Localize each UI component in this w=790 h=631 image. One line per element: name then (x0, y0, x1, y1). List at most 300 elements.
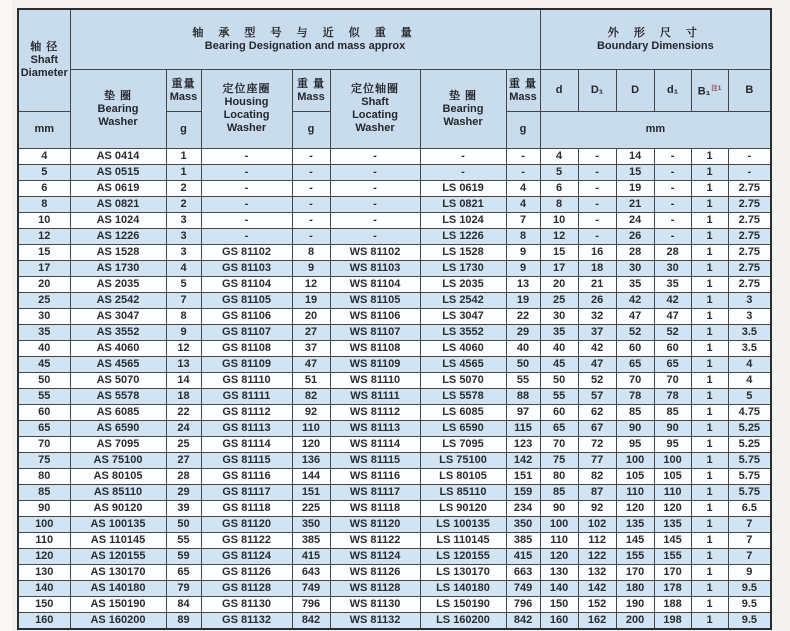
table-row (18, 340, 771, 356)
cell-shaft-mm: 8 (18, 196, 70, 212)
cell-dim-B1: 1 (691, 436, 728, 452)
cell-bearing-washer-as: AS 85110 (70, 484, 166, 500)
cell-dim-D: 24 (616, 212, 654, 228)
cell-dim-D1: - (578, 228, 616, 244)
dim-d1-label: d₁ (666, 83, 679, 96)
cell-mass-gs: 82 (292, 388, 330, 404)
cell-shaft-locating-washer-ws: WS 81113 (330, 420, 420, 436)
cell-bearing-washer-as: AS 90120 (70, 500, 166, 516)
cell-bearing-washer-as: AS 4565 (70, 356, 166, 372)
cell-dim-d: 12 (540, 228, 578, 244)
cell-dim-d: 30 (540, 308, 578, 324)
cell-shaft-mm: 50 (18, 372, 70, 388)
cell-dim-d: 140 (540, 580, 578, 596)
cell-dim-D: 47 (616, 308, 654, 324)
cell-shaft-mm: 20 (18, 276, 70, 292)
cell-bearing-washer-ls: LS 0821 (420, 196, 506, 212)
cell-dim-d1: 28 (654, 244, 691, 260)
cell-housing-locating-washer-gs: - (201, 164, 292, 180)
cell-dim-d: 50 (540, 372, 578, 388)
cell-shaft-mm: 4 (18, 148, 70, 164)
table-row (18, 180, 771, 196)
shaft-diameter-en-line2: Diameter (20, 67, 68, 80)
cell-shaft-mm: 10 (18, 212, 70, 228)
header-housing-locating-washer (201, 69, 292, 148)
cell-mass-as: 89 (166, 612, 201, 629)
cell-shaft-locating-washer-ws: WS 81118 (330, 500, 420, 516)
cell-dim-B: 9.5 (728, 612, 771, 629)
cell-shaft-locating-washer-ws: WS 81128 (330, 580, 420, 596)
cell-shaft-mm: 70 (18, 436, 70, 452)
shaft-diameter-cn: 轴 径 (30, 41, 59, 54)
cell-dim-D: 200 (616, 612, 654, 629)
bearing-washer-ls-en-line2: Washer (443, 115, 483, 128)
cell-dim-B1: 1 (691, 404, 728, 420)
cell-dim-B1: 1 (691, 356, 728, 372)
cell-mass-gs: 9 (292, 260, 330, 276)
cell-shaft-locating-washer-ws: WS 81120 (330, 516, 420, 532)
cell-dim-d: 100 (540, 516, 578, 532)
cell-dim-B: 3.5 (728, 324, 771, 340)
cell-mass-ls: 842 (506, 612, 540, 629)
boundary-dimensions-en: Boundary Dimensions (596, 39, 714, 52)
table-row (18, 452, 771, 468)
cell-mass-ls: 151 (506, 468, 540, 484)
cell-housing-locating-washer-gs: GS 81105 (201, 292, 292, 308)
cell-dim-B: 2.75 (728, 212, 771, 228)
cell-mass-as: 4 (166, 260, 201, 276)
cell-bearing-washer-ls: LS 2542 (420, 292, 506, 308)
cell-dim-d1: 85 (654, 404, 691, 420)
cell-bearing-washer-as: AS 0821 (70, 196, 166, 212)
cell-shaft-locating-washer-ws: WS 81130 (330, 596, 420, 612)
cell-bearing-washer-ls: LS 5578 (420, 388, 506, 404)
header-mass-gs-unit (292, 111, 330, 148)
cell-dim-d1: 65 (654, 356, 691, 372)
header-mass-gs (292, 69, 330, 111)
cell-bearing-washer-as: AS 6590 (70, 420, 166, 436)
cell-dim-D: 170 (616, 564, 654, 580)
cell-mass-as: 7 (166, 292, 201, 308)
cell-dim-d1: - (654, 196, 691, 212)
cell-dim-d1: 145 (654, 532, 691, 548)
cell-shaft-mm: 85 (18, 484, 70, 500)
dim-d-label: d (555, 83, 563, 96)
cell-shaft-locating-washer-ws: - (330, 228, 420, 244)
cell-housing-locating-washer-gs: GS 81103 (201, 260, 292, 276)
cell-shaft-locating-washer-ws: WS 81126 (330, 564, 420, 580)
mass-as-en: Mass (169, 90, 198, 103)
cell-dim-D: 190 (616, 596, 654, 612)
cell-housing-locating-washer-gs: GS 81116 (201, 468, 292, 484)
table-row (18, 292, 771, 308)
cell-dim-D: 15 (616, 164, 654, 180)
cell-bearing-washer-ls: LS 80105 (420, 468, 506, 484)
header-mass-ls (506, 69, 540, 111)
cell-shaft-locating-washer-ws: WS 81106 (330, 308, 420, 324)
cell-dim-B1: 1 (691, 548, 728, 564)
cell-bearing-washer-as: AS 5578 (70, 388, 166, 404)
cell-mass-as: 65 (166, 564, 201, 580)
cell-shaft-mm: 130 (18, 564, 70, 580)
cell-bearing-washer-ls: LS 7095 (420, 436, 506, 452)
dim-B-label: B (745, 83, 754, 96)
cell-housing-locating-washer-gs: GS 81109 (201, 356, 292, 372)
cell-dim-d: 90 (540, 500, 578, 516)
cell-dim-B: - (728, 148, 771, 164)
cell-bearing-washer-ls: LS 160200 (420, 612, 506, 629)
cell-mass-ls: - (506, 164, 540, 180)
cell-dim-D: 95 (616, 436, 654, 452)
cell-dim-B1: 1 (691, 596, 728, 612)
cell-shaft-locating-washer-ws: WS 81112 (330, 404, 420, 420)
cell-dim-D1: 162 (578, 612, 616, 629)
bearing-washer-as-en-line1: Bearing (97, 102, 139, 115)
table-row (18, 164, 771, 180)
cell-shaft-locating-washer-ws: WS 81117 (330, 484, 420, 500)
table-row (18, 196, 771, 212)
cell-shaft-mm: 55 (18, 388, 70, 404)
cell-mass-ls: 97 (506, 404, 540, 420)
cell-dim-d: 40 (540, 340, 578, 356)
cell-dim-D1: 21 (578, 276, 616, 292)
cell-dim-D1: 87 (578, 484, 616, 500)
cell-mass-gs: 27 (292, 324, 330, 340)
cell-bearing-washer-as: AS 130170 (70, 564, 166, 580)
cell-dim-B: 2.75 (728, 260, 771, 276)
cell-shaft-mm: 12 (18, 228, 70, 244)
cell-dim-B: 2.75 (728, 276, 771, 292)
cell-dim-D: 78 (616, 388, 654, 404)
cell-mass-as: 79 (166, 580, 201, 596)
cell-dim-B1: 1 (691, 420, 728, 436)
cell-bearing-washer-as: AS 80105 (70, 468, 166, 484)
cell-dim-D1: 62 (578, 404, 616, 420)
housing-locating-washer-en-line1: Housing (224, 96, 269, 108)
cell-mass-ls: - (506, 148, 540, 164)
cell-mass-as: 9 (166, 324, 201, 340)
cell-mass-as: 12 (166, 340, 201, 356)
cell-mass-as: 8 (166, 308, 201, 324)
cell-bearing-washer-as: AS 2035 (70, 276, 166, 292)
cell-dim-d1: 78 (654, 388, 691, 404)
header-bearing-designation (70, 9, 540, 69)
cell-mass-gs: - (292, 148, 330, 164)
cell-dim-D1: 77 (578, 452, 616, 468)
cell-dim-d: 120 (540, 548, 578, 564)
cell-dim-D1: - (578, 148, 616, 164)
cell-bearing-washer-ls: LS 140180 (420, 580, 506, 596)
cell-mass-ls: 4 (506, 180, 540, 196)
cell-shaft-mm: 45 (18, 356, 70, 372)
cell-shaft-locating-washer-ws: WS 81124 (330, 548, 420, 564)
cell-housing-locating-washer-gs: - (201, 228, 292, 244)
mass-as-cn: 重量 (171, 77, 196, 90)
cell-dim-B1: 1 (691, 228, 728, 244)
cell-housing-locating-washer-gs: GS 81115 (201, 452, 292, 468)
cell-dim-d1: 90 (654, 420, 691, 436)
cell-dim-d: 150 (540, 596, 578, 612)
cell-dim-D: 52 (616, 324, 654, 340)
cell-dim-B: 3 (728, 308, 771, 324)
cell-bearing-washer-as: AS 4060 (70, 340, 166, 356)
cell-mass-gs: 385 (292, 532, 330, 548)
cell-bearing-washer-ls: LS 3047 (420, 308, 506, 324)
cell-bearing-washer-as: AS 120155 (70, 548, 166, 564)
cell-mass-ls: 88 (506, 388, 540, 404)
cell-housing-locating-washer-gs: GS 81108 (201, 340, 292, 356)
cell-bearing-washer-ls: - (420, 164, 506, 180)
cell-bearing-washer-ls: LS 75100 (420, 452, 506, 468)
cell-mass-gs: 415 (292, 548, 330, 564)
cell-mass-as: 3 (166, 212, 201, 228)
cell-dim-B: 9.5 (728, 580, 771, 596)
cell-mass-gs: 796 (292, 596, 330, 612)
cell-dim-D: 30 (616, 260, 654, 276)
cell-dim-D: 14 (616, 148, 654, 164)
cell-dim-B1: 1 (691, 196, 728, 212)
header-shaft-locating-washer (330, 69, 420, 148)
cell-mass-as: 50 (166, 516, 201, 532)
cell-dim-d: 60 (540, 404, 578, 420)
cell-housing-locating-washer-gs: GS 81132 (201, 612, 292, 629)
cell-dim-d: 85 (540, 484, 578, 500)
cell-mass-ls: 29 (506, 324, 540, 340)
cell-dim-d: 20 (540, 276, 578, 292)
cell-bearing-washer-as: AS 1024 (70, 212, 166, 228)
cell-shaft-locating-washer-ws: WS 81103 (330, 260, 420, 276)
cell-dim-B1: 1 (691, 484, 728, 500)
cell-dim-d: 8 (540, 196, 578, 212)
cell-dim-d1: 105 (654, 468, 691, 484)
cell-housing-locating-washer-gs: GS 81120 (201, 516, 292, 532)
cell-shaft-locating-washer-ws: - (330, 196, 420, 212)
header-mass-as-unit (166, 111, 201, 148)
cell-dim-d1: 110 (654, 484, 691, 500)
cell-dim-d1: 170 (654, 564, 691, 580)
cell-dim-D1: - (578, 196, 616, 212)
cell-dim-D1: 16 (578, 244, 616, 260)
table-row (18, 372, 771, 388)
cell-dim-B1: 1 (691, 516, 728, 532)
boundary-unit-label: mm (645, 123, 666, 135)
cell-shaft-locating-washer-ws: WS 81111 (330, 388, 420, 404)
cell-mass-ls: 19 (506, 292, 540, 308)
cell-dim-D1: 18 (578, 260, 616, 276)
cell-dim-D1: 47 (578, 356, 616, 372)
cell-mass-ls: 385 (506, 532, 540, 548)
header-bearing-washer-ls (420, 69, 506, 148)
cell-dim-D: 35 (616, 276, 654, 292)
table-row (18, 532, 771, 548)
cell-dim-B: 4 (728, 356, 771, 372)
shaft-locating-washer-cn: 定位轴圈 (351, 83, 399, 95)
cell-dim-B: 5.75 (728, 484, 771, 500)
cell-mass-ls: 796 (506, 596, 540, 612)
cell-dim-D1: 26 (578, 292, 616, 308)
table-row (18, 308, 771, 324)
cell-mass-gs: 92 (292, 404, 330, 420)
cell-dim-d1: - (654, 228, 691, 244)
header-dim-D1 (578, 69, 616, 111)
cell-mass-ls: 55 (506, 372, 540, 388)
shaft-locating-washer-en-line3: Washer (355, 122, 395, 134)
cell-dim-B1: 1 (691, 308, 728, 324)
header-dim-d1 (654, 69, 691, 111)
table-body (18, 148, 771, 629)
cell-mass-gs: 110 (292, 420, 330, 436)
table-row (18, 612, 771, 629)
cell-dim-d1: 135 (654, 516, 691, 532)
cell-housing-locating-washer-gs: GS 81112 (201, 404, 292, 420)
cell-mass-gs: 144 (292, 468, 330, 484)
cell-dim-d1: 52 (654, 324, 691, 340)
scan-page-margin (0, 0, 12, 631)
cell-dim-B1: 1 (691, 388, 728, 404)
cell-bearing-washer-ls: - (420, 148, 506, 164)
cell-dim-d1: - (654, 148, 691, 164)
cell-mass-as: 39 (166, 500, 201, 516)
cell-bearing-washer-as: AS 0515 (70, 164, 166, 180)
cell-shaft-mm: 17 (18, 260, 70, 276)
cell-dim-B: 5.25 (728, 436, 771, 452)
cell-dim-B1: 1 (691, 260, 728, 276)
cell-shaft-mm: 5 (18, 164, 70, 180)
cell-shaft-mm: 160 (18, 612, 70, 629)
cell-dim-d1: - (654, 212, 691, 228)
cell-dim-D: 70 (616, 372, 654, 388)
cell-bearing-washer-ls: LS 3552 (420, 324, 506, 340)
cell-dim-D1: 42 (578, 340, 616, 356)
cell-bearing-washer-as: AS 2542 (70, 292, 166, 308)
cell-dim-B: 9 (728, 564, 771, 580)
cell-dim-D1: 92 (578, 500, 616, 516)
cell-bearing-washer-ls: LS 1024 (420, 212, 506, 228)
cell-shaft-locating-washer-ws: - (330, 180, 420, 196)
cell-mass-as: 28 (166, 468, 201, 484)
cell-mass-ls: 22 (506, 308, 540, 324)
cell-dim-D1: 37 (578, 324, 616, 340)
cell-mass-ls: 13 (506, 276, 540, 292)
cell-housing-locating-washer-gs: GS 81117 (201, 484, 292, 500)
bearing-washer-ls-en-line1: Bearing (442, 102, 484, 115)
cell-shaft-mm: 110 (18, 532, 70, 548)
cell-mass-as: 59 (166, 548, 201, 564)
cell-mass-ls: 663 (506, 564, 540, 580)
cell-dim-B1: 1 (691, 500, 728, 516)
cell-dim-B: 5.25 (728, 420, 771, 436)
cell-mass-as: 55 (166, 532, 201, 548)
cell-dim-B: 2.75 (728, 196, 771, 212)
cell-dim-D: 85 (616, 404, 654, 420)
mass-gs-cn: 重 量 (296, 77, 326, 90)
cell-mass-gs: 749 (292, 580, 330, 596)
cell-bearing-washer-ls: LS 0619 (420, 180, 506, 196)
cell-dim-d: 55 (540, 388, 578, 404)
cell-housing-locating-washer-gs: GS 81114 (201, 436, 292, 452)
cell-dim-B: 5.75 (728, 452, 771, 468)
cell-dim-d: 65 (540, 420, 578, 436)
cell-shaft-locating-washer-ws: WS 81102 (330, 244, 420, 260)
shaft-unit-label: mm (34, 123, 55, 135)
cell-dim-B: 2.75 (728, 180, 771, 196)
cell-shaft-locating-washer-ws: WS 81107 (330, 324, 420, 340)
cell-dim-d1: - (654, 164, 691, 180)
table-row (18, 436, 771, 452)
cell-shaft-mm: 35 (18, 324, 70, 340)
cell-mass-ls: 749 (506, 580, 540, 596)
dim-D-label: D (631, 83, 640, 96)
cell-dim-B1: 1 (691, 180, 728, 196)
cell-dim-d: 160 (540, 612, 578, 629)
cell-dim-d1: 100 (654, 452, 691, 468)
cell-mass-gs: - (292, 228, 330, 244)
cell-shaft-mm: 65 (18, 420, 70, 436)
cell-bearing-washer-as: AS 0619 (70, 180, 166, 196)
cell-shaft-mm: 80 (18, 468, 70, 484)
cell-mass-as: 27 (166, 452, 201, 468)
bearing-designation-en: Bearing Designation and mass approx (204, 39, 406, 52)
cell-mass-ls: 50 (506, 356, 540, 372)
cell-bearing-washer-ls: LS 150190 (420, 596, 506, 612)
cell-dim-B1: 1 (691, 292, 728, 308)
cell-mass-gs: 8 (292, 244, 330, 260)
cell-dim-B1: 1 (691, 612, 728, 629)
cell-housing-locating-washer-gs: GS 81126 (201, 564, 292, 580)
header-dim-B (728, 69, 771, 111)
bearing-washer-ls-cn: 垫 圈 (448, 89, 478, 102)
cell-dim-d1: 30 (654, 260, 691, 276)
cell-housing-locating-washer-gs: - (201, 196, 292, 212)
cell-housing-locating-washer-gs: - (201, 148, 292, 164)
cell-shaft-locating-washer-ws: WS 81109 (330, 356, 420, 372)
cell-bearing-washer-as: AS 140180 (70, 580, 166, 596)
cell-mass-gs: 350 (292, 516, 330, 532)
cell-housing-locating-washer-gs: GS 81110 (201, 372, 292, 388)
table-row (18, 324, 771, 340)
cell-dim-d: 35 (540, 324, 578, 340)
mass-gs-unit-label: g (307, 123, 315, 135)
boundary-dimensions-cn: 外 形 尺 寸 (607, 26, 703, 39)
cell-bearing-washer-as: AS 0414 (70, 148, 166, 164)
bearing-washer-as-cn: 垫 圈 (103, 89, 133, 102)
cell-housing-locating-washer-gs: GS 81107 (201, 324, 292, 340)
cell-mass-as: 84 (166, 596, 201, 612)
table-row (18, 596, 771, 612)
cell-bearing-washer-as: AS 1730 (70, 260, 166, 276)
cell-mass-as: 5 (166, 276, 201, 292)
cell-dim-D: 100 (616, 452, 654, 468)
cell-housing-locating-washer-gs: - (201, 212, 292, 228)
cell-dim-B1: 1 (691, 564, 728, 580)
cell-bearing-washer-ls: LS 4565 (420, 356, 506, 372)
table-row (18, 228, 771, 244)
cell-mass-gs: - (292, 180, 330, 196)
table-row (18, 548, 771, 564)
cell-dim-d1: 198 (654, 612, 691, 629)
cell-mass-ls: 40 (506, 340, 540, 356)
cell-dim-B: - (728, 164, 771, 180)
cell-mass-gs: 20 (292, 308, 330, 324)
cell-housing-locating-washer-gs: GS 81104 (201, 276, 292, 292)
table-row (18, 500, 771, 516)
cell-housing-locating-washer-gs: GS 81124 (201, 548, 292, 564)
cell-housing-locating-washer-gs: GS 81122 (201, 532, 292, 548)
cell-mass-ls: 142 (506, 452, 540, 468)
cell-dim-d: 15 (540, 244, 578, 260)
cell-dim-d: 17 (540, 260, 578, 276)
cell-shaft-locating-washer-ws: - (330, 148, 420, 164)
